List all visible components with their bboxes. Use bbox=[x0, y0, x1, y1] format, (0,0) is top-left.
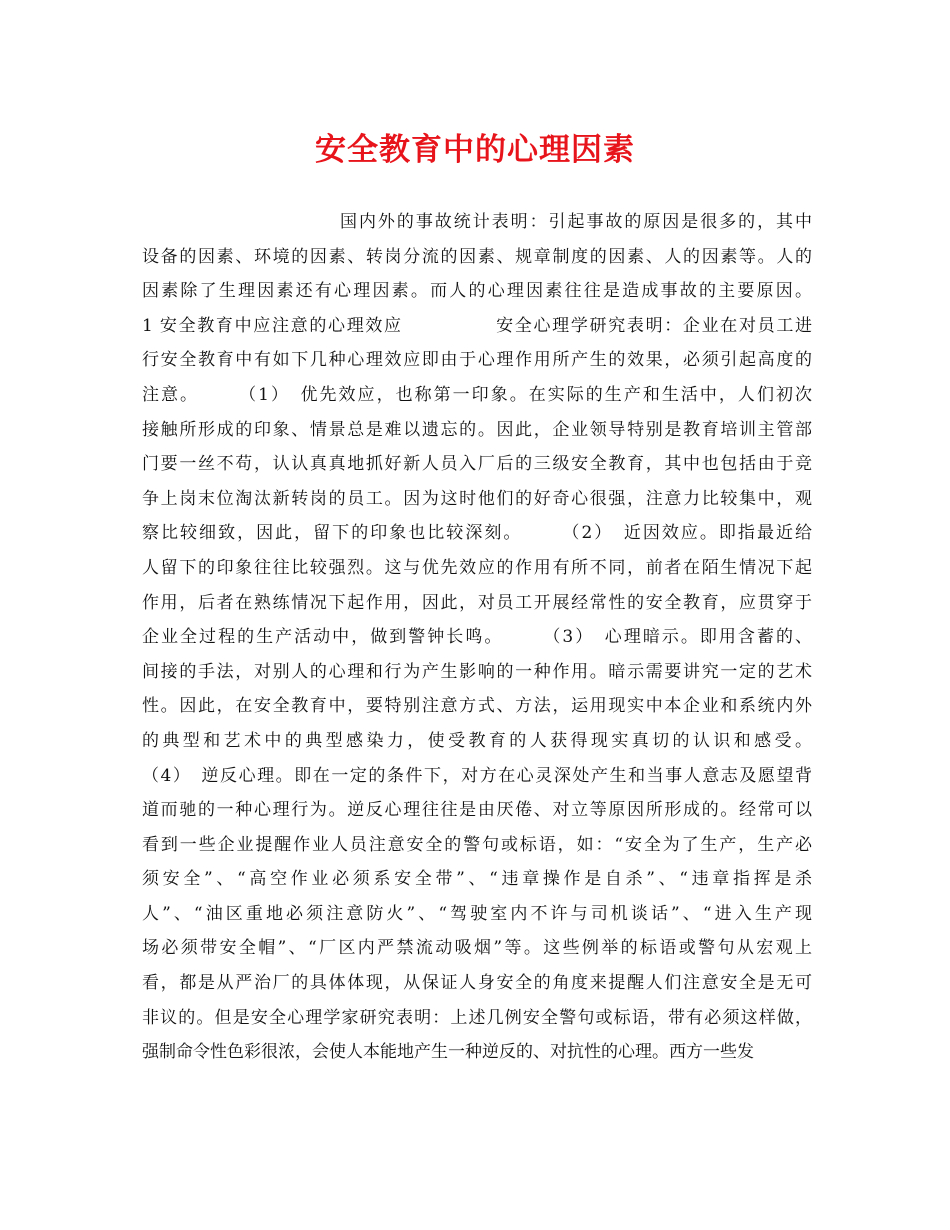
text-line: 间接的手法，对别人的心理和行为产生影响的一种作用。暗示需要讲究一定的艺术 bbox=[142, 661, 812, 682]
document-title: 安全教育中的心理因素 bbox=[315, 132, 635, 168]
text-line: 察比较细致，因此，留下的印象也比较深刻。 （2） 近因效应。即指最近给 bbox=[142, 523, 812, 544]
text-line: 争上岗末位淘汰新转岗的员工。因为这时他们的好奇心很强，注意力比较集中，观 bbox=[142, 488, 812, 509]
text-line: 须安全”、“高空作业必须系安全带”、“违章操作是自杀”、“违章指挥是杀 bbox=[142, 869, 812, 890]
text-line: 国内外的事故统计表明：引起事故的原因是很多的，其中 bbox=[340, 212, 812, 232]
text-line: 接触所形成的印象、情景总是难以遗忘的。因此，企业领导特别是教育培训主管部 bbox=[142, 419, 812, 440]
text-line: 设备的因素、环境的因素、转岗分流的因素、规章制度的因素、人的因素等。人的 bbox=[142, 246, 812, 267]
text-line: 行安全教育中有如下几种心理效应即由于心理作用所产生的效果，必须引起高度的 bbox=[142, 350, 812, 371]
text-line: 1 安全教育中应注意的心理效应 安全心理学研究表明：企业在对员工进 bbox=[142, 315, 812, 336]
text-line: 作用，后者在熟练情况下起作用，因此，对员工开展经常性的安全教育，应贯穿于 bbox=[142, 592, 812, 613]
text-line: 看到一些企业提醒作业人员注意安全的警句或标语，如：“安全为了生产，生产必 bbox=[142, 834, 812, 855]
text-line: 门要一丝不苟，认认真真地抓好新人员入厂后的三级安全教育，其中也包括由于竞 bbox=[142, 454, 812, 475]
text-line: 的典型和艺术中的典型感染力，使受教育的人获得现实真切的认识和感受。 bbox=[142, 730, 812, 751]
text-line: 性。因此，在安全教育中，要特别注意方式、方法，运用现实中本企业和系统内外 bbox=[142, 696, 812, 717]
text-line: 场必须带安全帽”、“厂区内严禁流动吸烟”等。这些例举的标语或警句从宏观上 bbox=[142, 938, 812, 959]
text-line: 人留下的印象往往比较强烈。这与优先效应的作用有所不同，前者在陌生情况下起 bbox=[142, 557, 812, 578]
text-line: 非议的。但是安全心理学家研究表明：上述几例安全警句或标语，带有必须这样做， bbox=[142, 1007, 812, 1028]
text-line: 注意。 （1） 优先效应，也称第一印象。在实际的生产和生活中，人们初次 bbox=[142, 384, 812, 405]
text-line: 强制命令性色彩很浓，会使人本能地产生一种逆反的、对抗性的心理。西方一些发 bbox=[142, 1042, 754, 1063]
text-line: 因素除了生理因素还有心理因素。而人的心理因素往往是造成事故的主要原因。 bbox=[142, 281, 812, 302]
text-line: 人”、“油区重地必须注意防火”、“驾驶室内不许与司机谈话”、“进入生产现 bbox=[142, 903, 812, 924]
text-line: 看，都是从严治厂的具体体现，从保证人身安全的角度来提醒人们注意安全是无可 bbox=[142, 973, 812, 994]
text-line: （4） 逆反心理。即在一定的条件下，对方在心灵深处产生和当事人意志及愿望背 bbox=[142, 765, 812, 786]
document-body bbox=[142, 205, 812, 1070]
text-line: 道而驰的一种心理行为。逆反心理往往是由厌倦、对立等原因所形成的。经常可以 bbox=[142, 800, 812, 821]
text-line: 企业全过程的生产活动中，做到警钟长鸣。 （3） 心理暗示。即用含蓄的、 bbox=[142, 627, 812, 648]
